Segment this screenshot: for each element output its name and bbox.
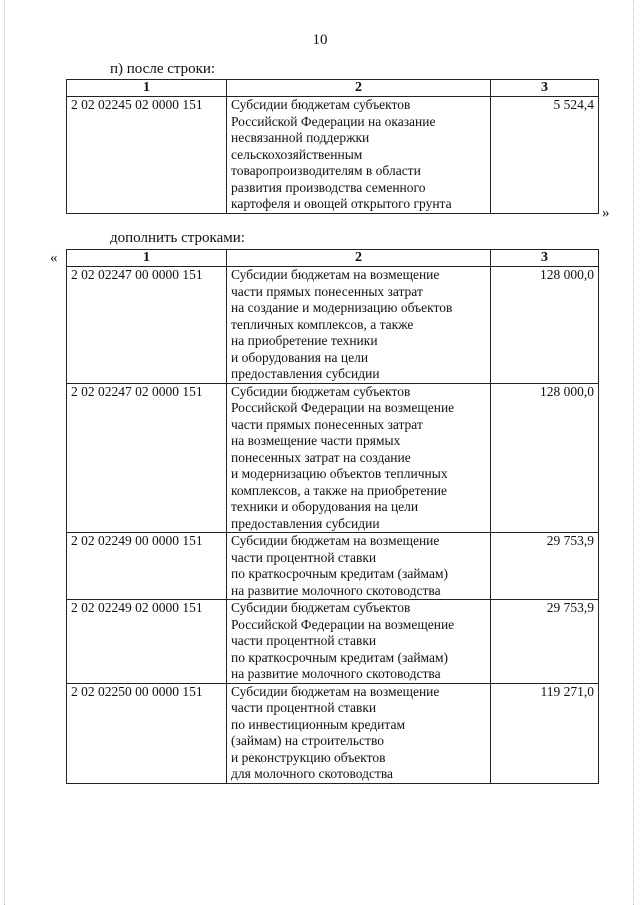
row-amount: 119 271,0: [491, 683, 599, 783]
column-header-1: 1: [67, 250, 227, 267]
budget-code: 2 02 02249 00 0000 151: [67, 533, 227, 600]
column-header-3: 3: [491, 250, 599, 267]
row-amount: 29 753,9: [491, 600, 599, 684]
table-added-rows: [66, 249, 599, 784]
column-header-2: 2: [227, 250, 491, 267]
table-original-row: [66, 79, 599, 214]
page-number: 10: [312, 32, 328, 48]
table-header-row: [67, 250, 599, 267]
budget-code: 2 02 02245 02 0000 151: [67, 97, 227, 214]
table-row: [67, 383, 599, 533]
row-description: Субсидии бюджетам субъектов Российской Федерации на возмещение части процентной ставки по краткосрочным кредитам (займам) на развитие молочного скотоводства: [227, 600, 491, 684]
table-row: [67, 600, 599, 684]
scan-edge-left: [4, 0, 7, 905]
row-description: Субсидии бюджетам субъектов Российской Федерации на оказание несвязанной поддержки сельскохозяйственным товаропроизводителям в области развития производства семенного картофеля и овощей открытого грунта: [227, 97, 491, 214]
table-row: [67, 97, 599, 214]
opening-quote: «: [50, 250, 58, 266]
row-amount: 29 753,9: [491, 533, 599, 600]
row-amount: 5 524,4: [491, 97, 599, 214]
table-row: [67, 533, 599, 600]
budget-code: 2 02 02247 02 0000 151: [67, 383, 227, 533]
budget-code: 2 02 02250 00 0000 151: [67, 683, 227, 783]
row-description: Субсидии бюджетам на возмещение части процентной ставки по краткосрочным кредитам (займам) на развитие молочного скотоводства: [227, 533, 491, 600]
row-amount: 128 000,0: [491, 267, 599, 384]
section-2-intro: дополнить строками:: [110, 230, 245, 246]
row-amount: 128 000,0: [491, 383, 599, 533]
table-row: [67, 683, 599, 783]
closing-quote: »: [602, 205, 610, 221]
table-row: [67, 267, 599, 384]
row-description: Субсидии бюджетам на возмещение части прямых понесенных затрат на создание и модернизацию объектов тепличных комплексов, а также на приобретение техники и оборудования на цели предоставления субсидии: [227, 267, 491, 384]
column-header-1: 1: [67, 80, 227, 97]
scan-edge-right: [633, 0, 636, 905]
budget-code: 2 02 02249 02 0000 151: [67, 600, 227, 684]
row-description: Субсидии бюджетам субъектов Российской Федерации на возмещение части прямых понесенных затрат на возмещение части прямых понесенных затрат на создание и модернизацию объектов тепличных комплексов, а также на приобретение техники и оборудования на цели предоставления субсидии: [227, 383, 491, 533]
column-header-3: 3: [491, 80, 599, 97]
row-description: Субсидии бюджетам на возмещение части процентной ставки по инвестиционным кредитам (займам) на строительство и реконструкцию объектов для молочного скотоводства: [227, 683, 491, 783]
budget-code: 2 02 02247 00 0000 151: [67, 267, 227, 384]
section-1-intro: п) после строки:: [110, 61, 216, 77]
table-header-row: [67, 80, 599, 97]
column-header-2: 2: [227, 80, 491, 97]
